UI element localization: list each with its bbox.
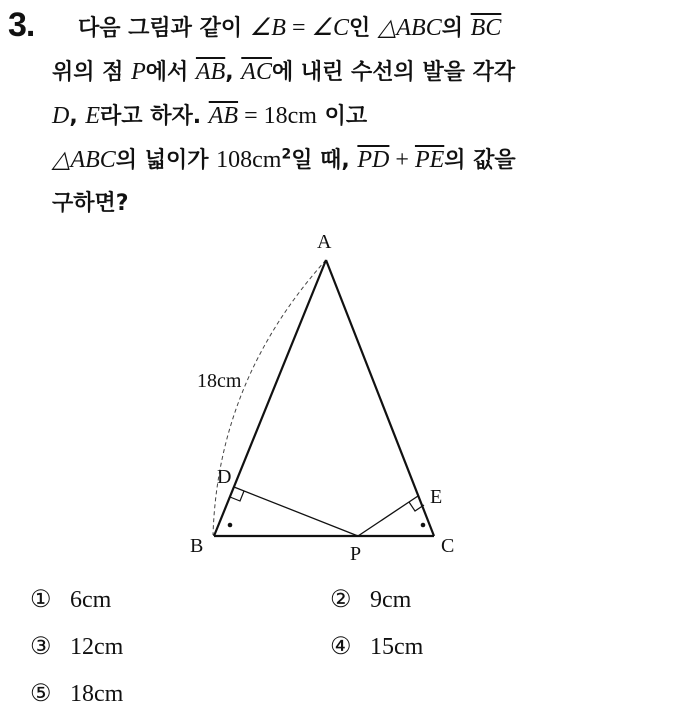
stem-math: = 18	[238, 103, 288, 129]
label-c: C	[441, 535, 455, 557]
stem-text: 위의 점	[52, 60, 132, 85]
label-a: A	[317, 231, 332, 253]
choice-4-text: 15cm	[370, 634, 424, 660]
stem-math: +	[389, 147, 415, 173]
stem-text: 의 넓이가	[115, 148, 217, 173]
stem-math: $\overline{BC}$	[470, 15, 502, 41]
choice-1-text: 6cm	[70, 587, 112, 613]
stem-text: 에 내린 수선의 발을 각각	[271, 60, 516, 85]
stem-text: 이고	[316, 104, 368, 129]
question-number: 3.	[8, 6, 35, 44]
stem-text: 인	[349, 16, 378, 41]
choice-1[interactable]	[30, 585, 111, 614]
stem-math: $\overline{AB}$	[208, 103, 239, 129]
label-b: B	[190, 535, 204, 557]
stem-math: $\overline{PD}$	[357, 147, 390, 173]
choice-4-marker: ④	[330, 634, 352, 660]
choice-2[interactable]	[330, 585, 411, 614]
segment-pd	[234, 487, 358, 536]
stem-math: D	[52, 103, 70, 129]
stem-text: 구하면?	[52, 191, 129, 216]
angle-dot-b	[228, 523, 233, 528]
label-p: P	[350, 543, 362, 565]
stem-text: 다음 그림과 같이	[78, 16, 250, 41]
stem-math: 2	[281, 146, 292, 163]
stem-text: ,	[225, 60, 242, 85]
choice-5-marker: ⑤	[30, 681, 52, 707]
stem-math: △ABC	[52, 147, 116, 173]
choice-2-text: 9cm	[370, 587, 412, 613]
stem-math: $\overline{AC}$	[241, 59, 272, 85]
stem-math: $\overline{PE}$	[414, 147, 445, 173]
choice-2-marker: ②	[330, 587, 352, 613]
label-d: D	[217, 466, 232, 488]
stem-text: ,	[69, 104, 86, 129]
stem-text: 라고 하자.	[100, 104, 209, 129]
stem-math: P	[131, 59, 146, 85]
side-ac	[326, 260, 434, 536]
stem-text: 의 값을	[444, 148, 516, 173]
stem-math: E	[85, 103, 101, 129]
stem-text: 에서	[145, 60, 196, 85]
stem-text: 의	[441, 16, 471, 41]
label-side-length: 18cm	[197, 370, 242, 392]
choice-3[interactable]	[30, 632, 123, 661]
choice-1-marker: ①	[30, 587, 52, 613]
stem-text: 일 때,	[291, 148, 358, 173]
choice-5-text: 18cm	[70, 681, 124, 707]
choice-4[interactable]	[330, 632, 423, 661]
side-ab	[214, 260, 326, 536]
stem-math: =	[285, 15, 312, 41]
label-e: E	[430, 486, 443, 508]
choice-5[interactable]	[30, 679, 123, 708]
stem-math: 108	[216, 147, 253, 173]
stem-math: cm	[287, 103, 317, 129]
stem-math: ∠C	[311, 15, 350, 41]
stem-math: cm	[252, 147, 282, 173]
stem-math: $\overline{AB}$	[195, 59, 226, 85]
angle-dot-c	[421, 523, 426, 528]
stem-math: △ABC	[377, 15, 442, 41]
choice-3-marker: ③	[30, 634, 52, 660]
choice-3-text: 12cm	[70, 634, 124, 660]
stem-math: ∠B	[249, 15, 286, 41]
